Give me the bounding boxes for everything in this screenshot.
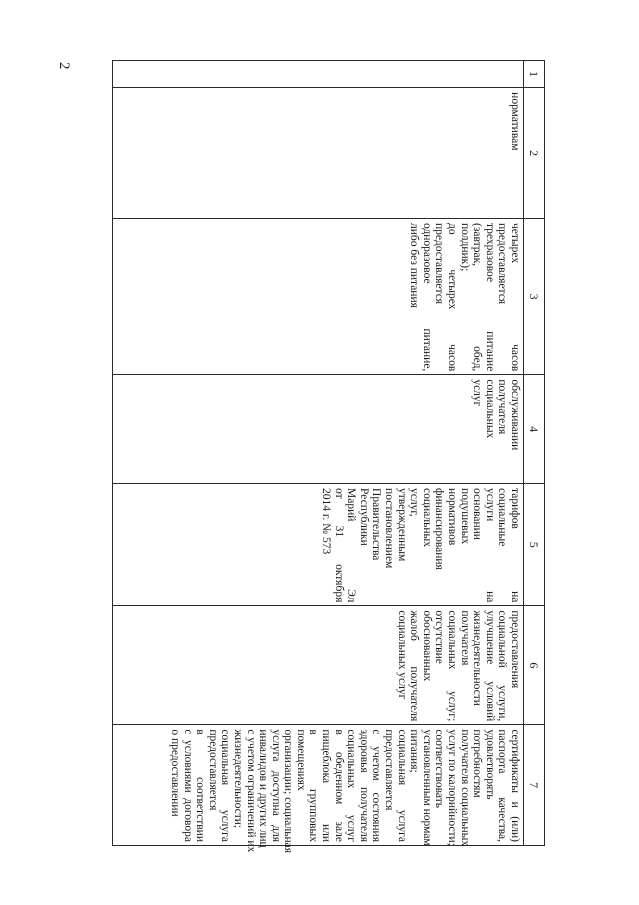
cell-text-line: питания; — [408, 729, 421, 773]
cell-text-line: помещениях — [294, 729, 307, 791]
cell-text-line: получателя — [496, 379, 509, 435]
cell-text-line: социальных услуг — [345, 729, 358, 842]
cell-col-1 — [113, 61, 524, 88]
cell-text-line: одноразовое питание, — [420, 223, 433, 372]
cell-text-line: услуги на — [483, 488, 496, 603]
cell-text-line: 2014 г. № 573 — [320, 488, 333, 555]
cell-text-line: социальных — [420, 488, 433, 548]
cell-text-line: предоставляется — [206, 729, 219, 811]
cell-text-line: установленным нормам — [420, 729, 433, 846]
cell-text-line: постановлением — [383, 488, 396, 569]
cell-text-line: жалоб получателя — [408, 610, 421, 722]
cell-text-line: услуг, — [408, 488, 421, 517]
cell-text-line: тарифов на — [509, 488, 521, 603]
cell-text-line: в групповых — [307, 729, 320, 842]
cell-text-line: нормативов — [446, 488, 459, 546]
cell-text-line: социальные — [496, 488, 509, 547]
cell-text-line: инвалидов и других лиц — [257, 729, 270, 848]
header-col-6: 6 — [524, 606, 545, 725]
cell-text-line: предоставляется — [383, 729, 396, 811]
header-col-1: 1 — [524, 61, 545, 88]
cell-text-line: соответствовать — [433, 729, 446, 809]
cell-text-line: социальных услуг — [395, 610, 408, 700]
page-number: 2 — [56, 62, 72, 70]
cell-text-line: в соответствии — [194, 729, 207, 842]
cell-text-line: четырех часов — [509, 223, 521, 372]
cell-text-line: предоставления — [509, 610, 521, 689]
cell-text-line: потребностям — [471, 729, 484, 798]
cell-text-line: (завтрак, обед, — [471, 223, 484, 372]
services-table-rotated — [112, 60, 545, 854]
cell-text-line: о предоставлении — [168, 729, 181, 817]
cell-text-line: паспорта качества, — [496, 729, 509, 842]
cell-text-line: организации; социальная — [282, 729, 295, 854]
cell-text-line: основании — [471, 488, 484, 540]
cell-text-line: услуг по калорийности; — [446, 729, 459, 846]
cell-text-line: от 31 октября — [332, 488, 345, 603]
cell-text-line: финансирования — [433, 488, 446, 570]
cell-text-line: обоснованных — [420, 610, 433, 682]
cell-text-line: Правительства — [370, 488, 383, 561]
cell-text-line: с учетом ограничений их — [244, 729, 257, 853]
header-col-3: 3 — [524, 219, 545, 375]
cell-text-line: пищеблока или — [320, 729, 333, 842]
cell-text-line: нормативам — [509, 92, 521, 151]
cell-col-7 — [113, 725, 524, 854]
cell-col-5 — [113, 484, 524, 606]
cell-text-line: предоставляется — [433, 223, 446, 305]
cell-col-3 — [113, 219, 524, 375]
cell-col-2 — [113, 88, 524, 219]
cell-text-line: Республики — [357, 488, 370, 546]
cell-text-line: социальных услуг; — [446, 610, 459, 722]
cell-text-line: услуга доступна для — [269, 729, 282, 842]
cell-text-line: улучшение условий — [483, 610, 496, 722]
cell-text-line: получателя социальных — [458, 729, 471, 847]
cell-text-line: социальных — [483, 379, 496, 439]
cell-text-line: жизнедеятельности — [471, 610, 484, 706]
cell-text-line: сертификаты и (или) — [509, 729, 521, 842]
header-col-5: 5 — [524, 484, 545, 606]
cell-text-line: трехразовое питание — [483, 223, 496, 372]
cell-text-line: услуг — [471, 379, 484, 407]
cell-text-line: социальная услуга — [219, 729, 232, 842]
cell-text-line: жизнедеятельности; — [231, 729, 244, 829]
cell-text-line: предоставляется — [496, 223, 509, 305]
header-col-7: 7 — [524, 725, 545, 846]
cell-text-line: либо без питания — [408, 223, 421, 308]
services-table — [112, 60, 545, 854]
cell-text-line: удовлетворять — [483, 729, 496, 800]
cell-text-line: Марий Эл — [345, 488, 358, 603]
cell-text-line: полдник); — [458, 223, 471, 272]
header-row — [524, 61, 545, 846]
table-row — [113, 61, 524, 846]
cell-col-6 — [113, 606, 524, 725]
cell-text-line: обслуживании — [509, 379, 521, 451]
cell-text-line: в обеденном зале — [332, 729, 345, 842]
cell-col-4 — [113, 375, 524, 484]
cell-text-line: подушевых — [458, 488, 471, 545]
cell-text-line: социальной услуги, — [496, 610, 509, 722]
cell-text-line: отсутствие — [433, 610, 446, 664]
cell-text-line: до четырех часов — [446, 223, 459, 372]
cell-text-line: социальная услуга — [395, 729, 408, 842]
cell-text-line: утвержденным — [395, 488, 408, 562]
header-col-4: 4 — [524, 375, 545, 484]
cell-text-line: с учетом состояния — [370, 729, 383, 842]
cell-text-line: здоровья получателя — [357, 729, 370, 842]
header-col-2: 2 — [524, 88, 545, 219]
cell-text-line: получателя — [458, 610, 471, 666]
cell-text-line: с условиями договора — [181, 729, 194, 842]
